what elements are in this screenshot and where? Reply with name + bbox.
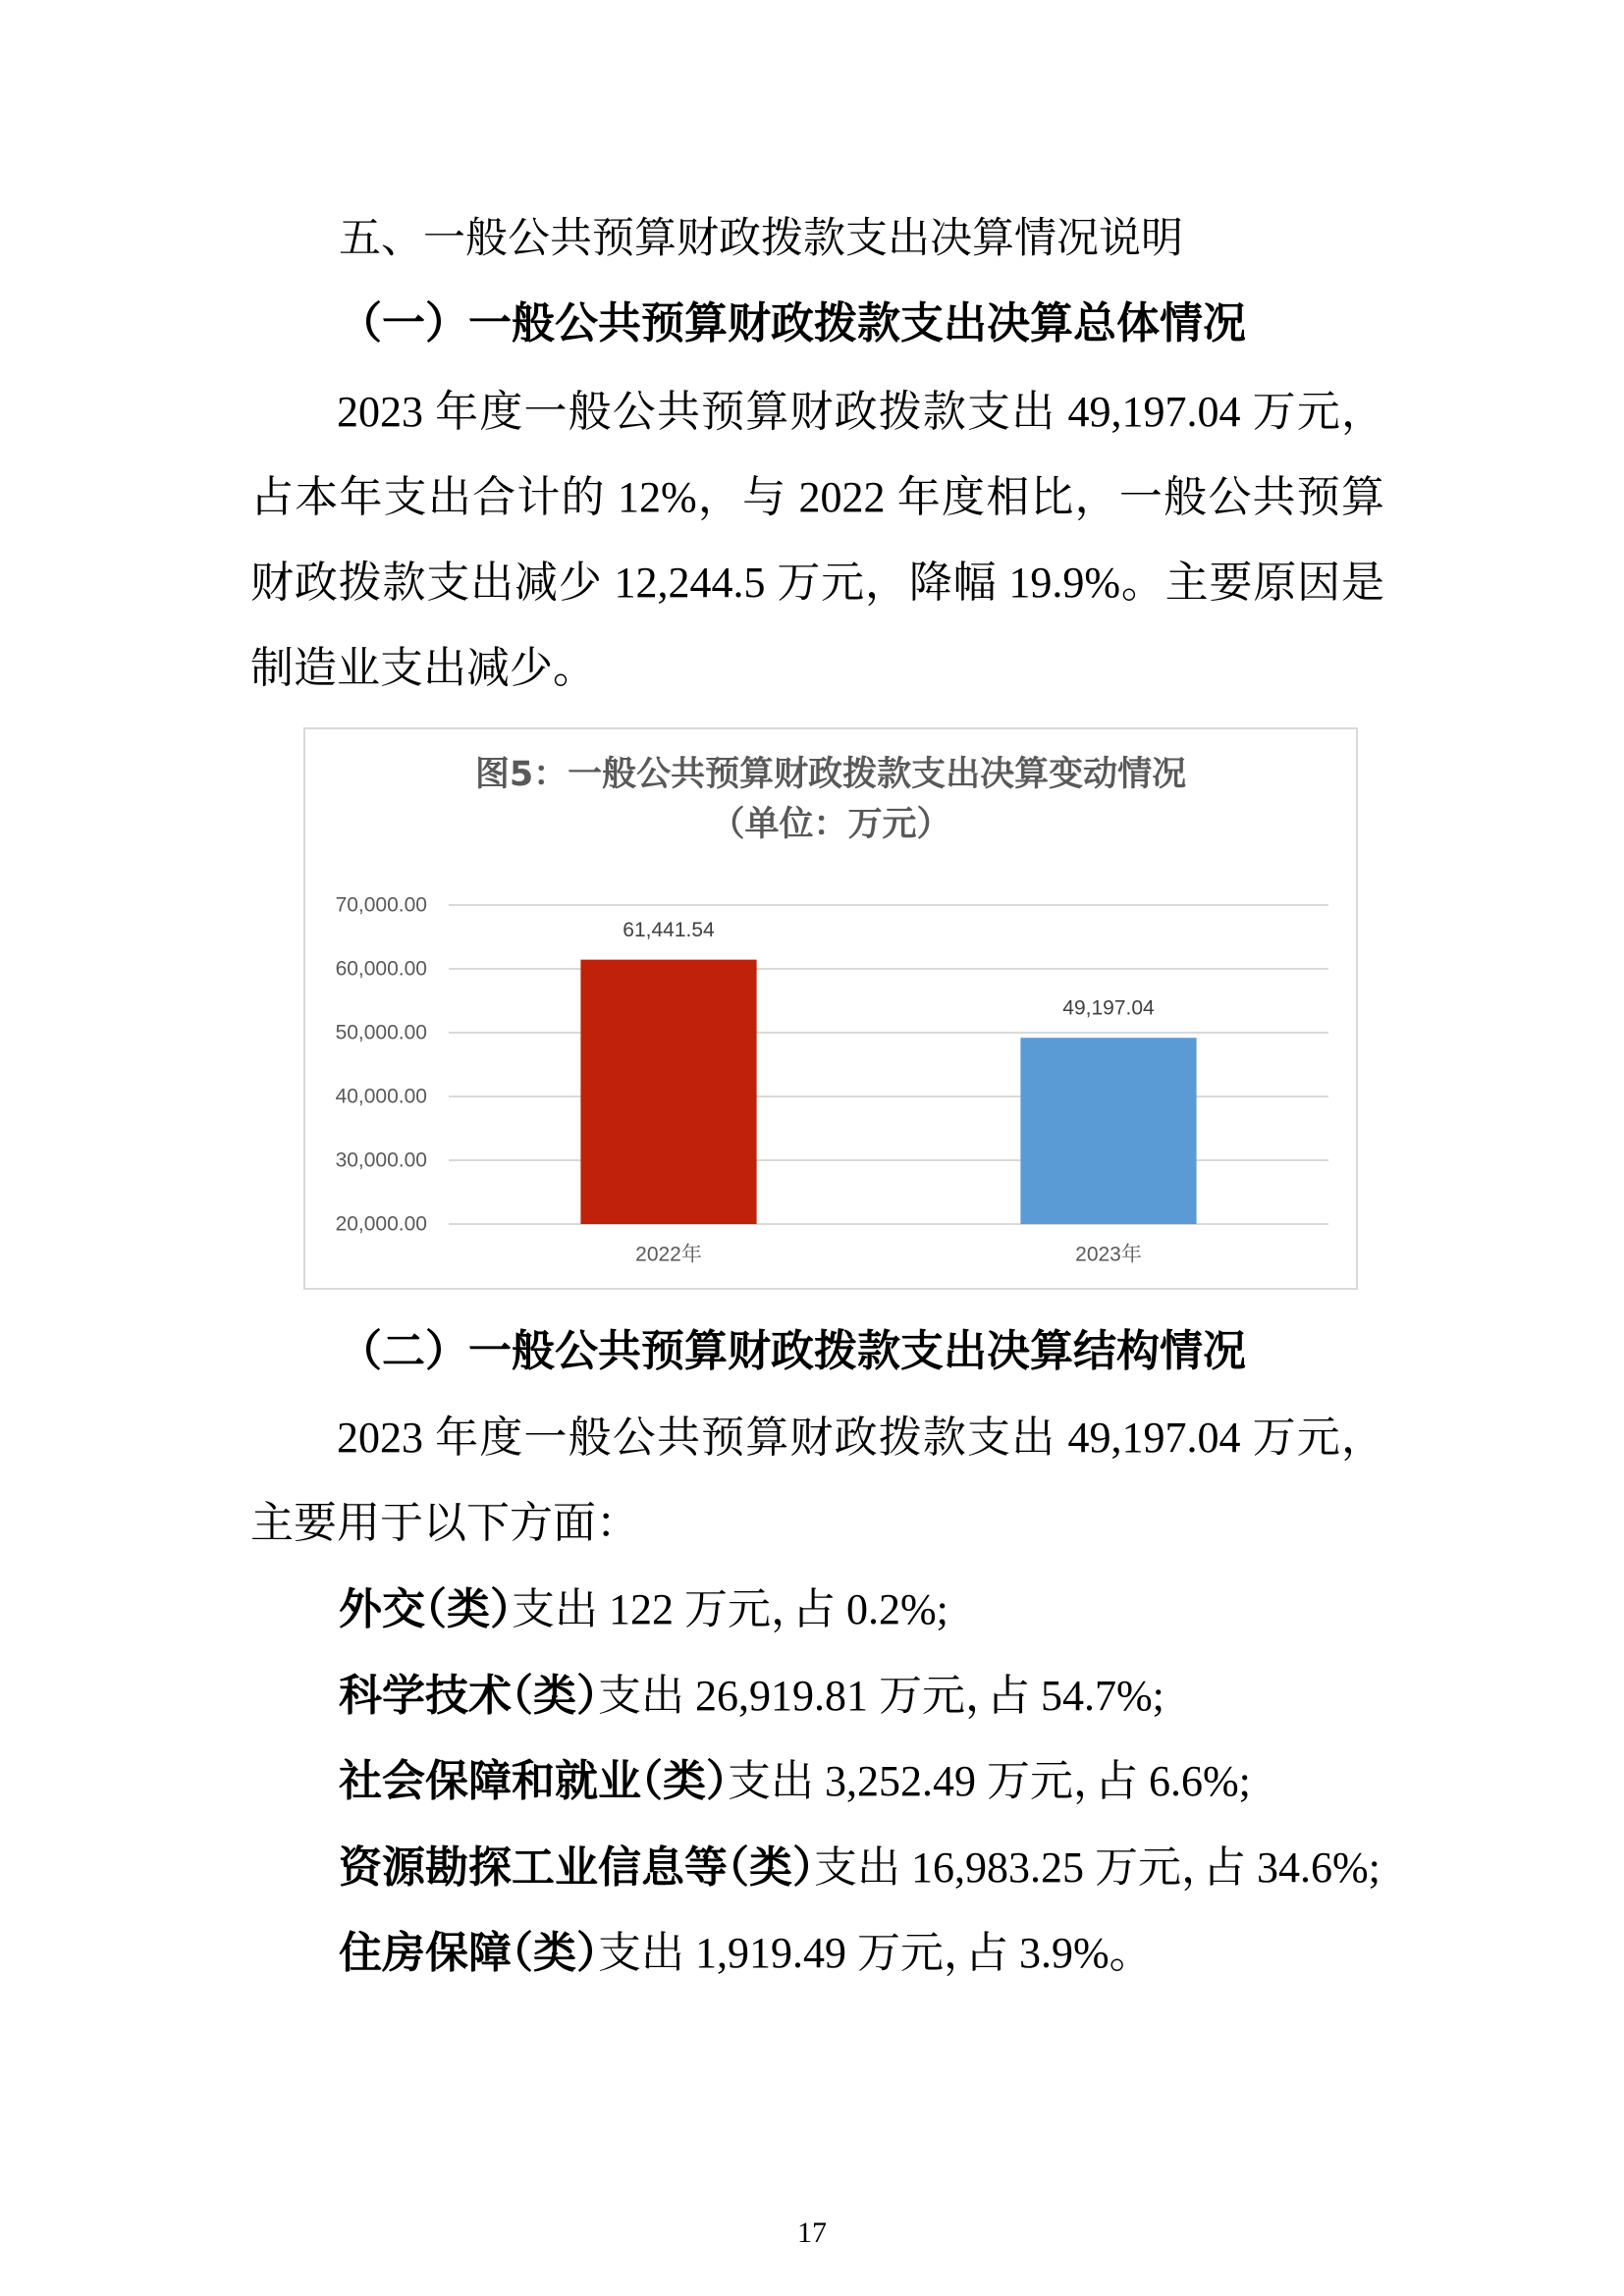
expense-item-name: 社会保障和就业（类） <box>339 1757 728 1805</box>
y-tick-label: 50,000.00 <box>335 1021 427 1044</box>
part1-line: 财政拨款支出减少 12,244.5 万元，降幅 19.9%。主要原因是 <box>250 559 1384 607</box>
y-tick-label: 20,000.00 <box>335 1212 427 1236</box>
expenditure-change-chart <box>303 727 1358 1290</box>
part2-heading: （二）一般公共预算财政拨款支出决算结构情况 <box>339 1327 1246 1375</box>
y-tick-label: 30,000.00 <box>335 1148 427 1172</box>
part2-line: 主要用于以下方面： <box>250 1499 639 1547</box>
bar-2023 <box>1020 1038 1196 1224</box>
expense-item-name: 外交（类） <box>339 1585 512 1633</box>
expense-item-name: 资源勘探工业信息等（类） <box>339 1843 814 1892</box>
section-title: 五、一般公共预算财政拨款支出决算情况说明 <box>339 214 1183 263</box>
chart-title: 图5：一般公共预算财政拨款支出决算变动情况 <box>474 755 1187 794</box>
expense-item-name: 住房保障（类） <box>339 1929 598 1977</box>
y-tick-label: 40,000.00 <box>335 1085 427 1108</box>
expense-item-detail: 支出 26,919.81 万元，占 54.7%; <box>598 1672 1164 1720</box>
part1-heading: （一）一般公共预算财政拨款支出决算总体情况 <box>339 299 1246 347</box>
expense-item <box>339 1567 948 1652</box>
expense-item-detail: 支出 16,983.25 万元，占 34.6%; <box>814 1843 1380 1892</box>
expense-item-detail: 支出 3,252.49 万元，占 6.6%; <box>728 1757 1251 1805</box>
part1-line: 制造业支出减少。 <box>250 644 596 692</box>
x-tick-label: 2023年 <box>1075 1243 1142 1266</box>
chart-svg <box>303 727 1358 1290</box>
chart-subtitle: （单位：万元） <box>710 805 951 844</box>
expense-item-detail: 支出 122 万元，占 0.2%; <box>512 1585 948 1633</box>
expense-item <box>339 1738 1251 1824</box>
data-label: 61,441.54 <box>623 919 715 942</box>
part2-line: 2023 年度一般公共预算财政拨款支出 49,197.04 万元， <box>337 1414 1384 1462</box>
part1-line: 2023 年度一般公共预算财政拨款支出 49,197.04 万元， <box>337 388 1384 436</box>
page-number: 17 <box>797 2216 827 2249</box>
part1-line: 占本年支出合计的 12%，与 2022 年度相比，一般公共预算 <box>250 473 1384 521</box>
data-label: 49,197.04 <box>1062 996 1155 1020</box>
expense-item-name: 科学技术（类） <box>339 1672 598 1720</box>
expense-item <box>339 1653 1164 1738</box>
y-tick-label: 60,000.00 <box>335 957 427 981</box>
x-tick-label: 2022年 <box>635 1243 702 1266</box>
expense-item <box>339 1910 1131 1996</box>
y-tick-label: 70,000.00 <box>335 893 427 917</box>
expense-item-detail: 支出 1,919.49 万元，占 3.9%。 <box>598 1929 1131 1977</box>
bar-2022 <box>580 960 756 1224</box>
expense-item <box>339 1825 1380 1910</box>
